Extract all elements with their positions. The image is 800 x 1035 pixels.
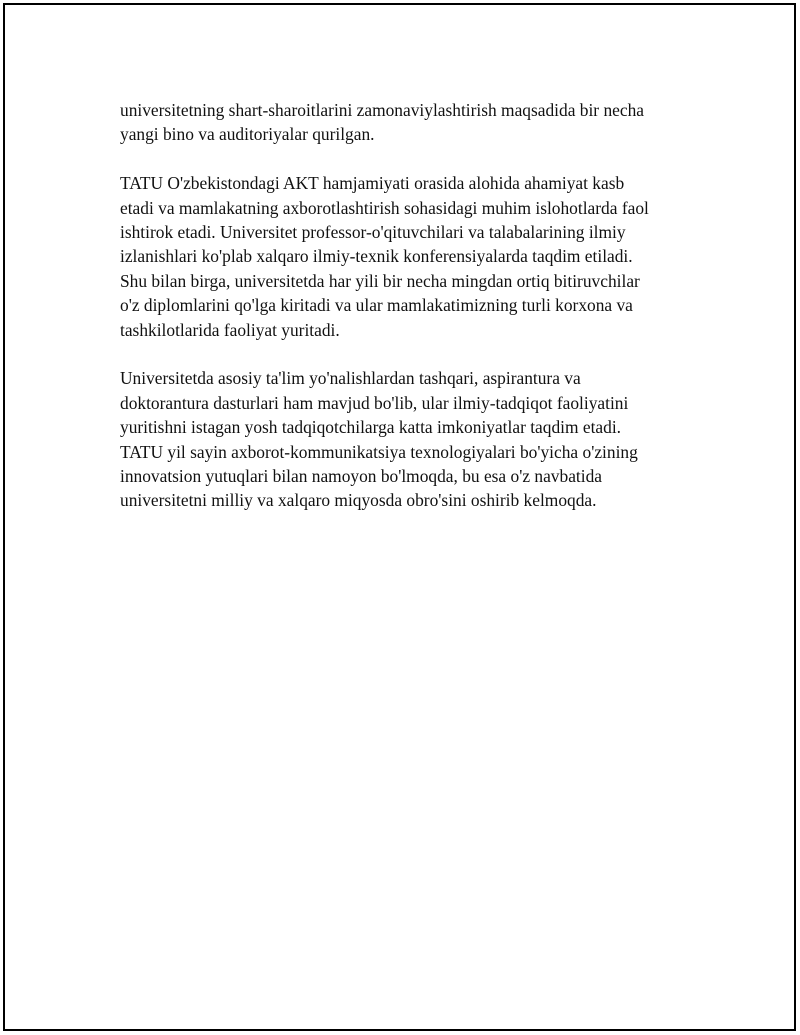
text-line: universitetning shart-sharoitlarini zamonaviylashtirish maqsadida bir necha [120,100,644,120]
text-line: doktorantura dasturlari ham mavjud bo'lib, ular ilmiy-tadqiqot faoliyatini [120,392,629,413]
text-line: ishtirok etadi. Universitet professor-o'qituvchilari va talabalarining ilmiy [120,222,626,243]
text-line: o'z diplomlarini qo'lga kiritadi va ular mamlakatimizning turli korxona va [120,295,633,316]
text-line: Shu bilan birga, universitetda har yili bir necha mingdan ortiq bitiruvchilar [120,270,640,291]
text-line: tashkilotlarida faoliyat yuritadi. [120,319,340,340]
text-line: yuritishni istagan yosh tadqiqotchilarga katta imkoniyatlar taqdim etadi. [120,417,621,438]
document-page [3,3,796,1031]
text-line: innovatsion yutuqlari bilan namoyon bo'lmoqda, bu esa o'z navbatida [120,466,602,487]
text-line: TATU O'zbekistondagi AKT hamjamiyati orasida alohida ahamiyat kasb [120,173,625,194]
paragraph-3 [120,366,700,512]
document-body [120,98,700,537]
text-line: yangi bino va auditoriyalar qurilgan. [120,124,375,145]
text-line: Universitetda asosiy ta'lim yo'nalishlardan tashqari, aspirantura va [120,368,581,389]
paragraph-1 [120,98,700,147]
paragraph-2 [120,171,700,342]
text-line: etadi va mamlakatning axborotlashtirish sohasidagi muhim islohotlarda faol [120,197,649,218]
text-line: izlanishlari ko'plab xalqaro ilmiy-texnik konferensiyalarda taqdim etiladi. [120,246,633,267]
text-line: universitetni milliy va xalqaro miqyosda obro'sini oshirib kelmoqda. [120,490,597,511]
text-line: TATU yil sayin axborot-kommunikatsiya texnologiyalari bo'yicha o'zining [120,441,638,462]
